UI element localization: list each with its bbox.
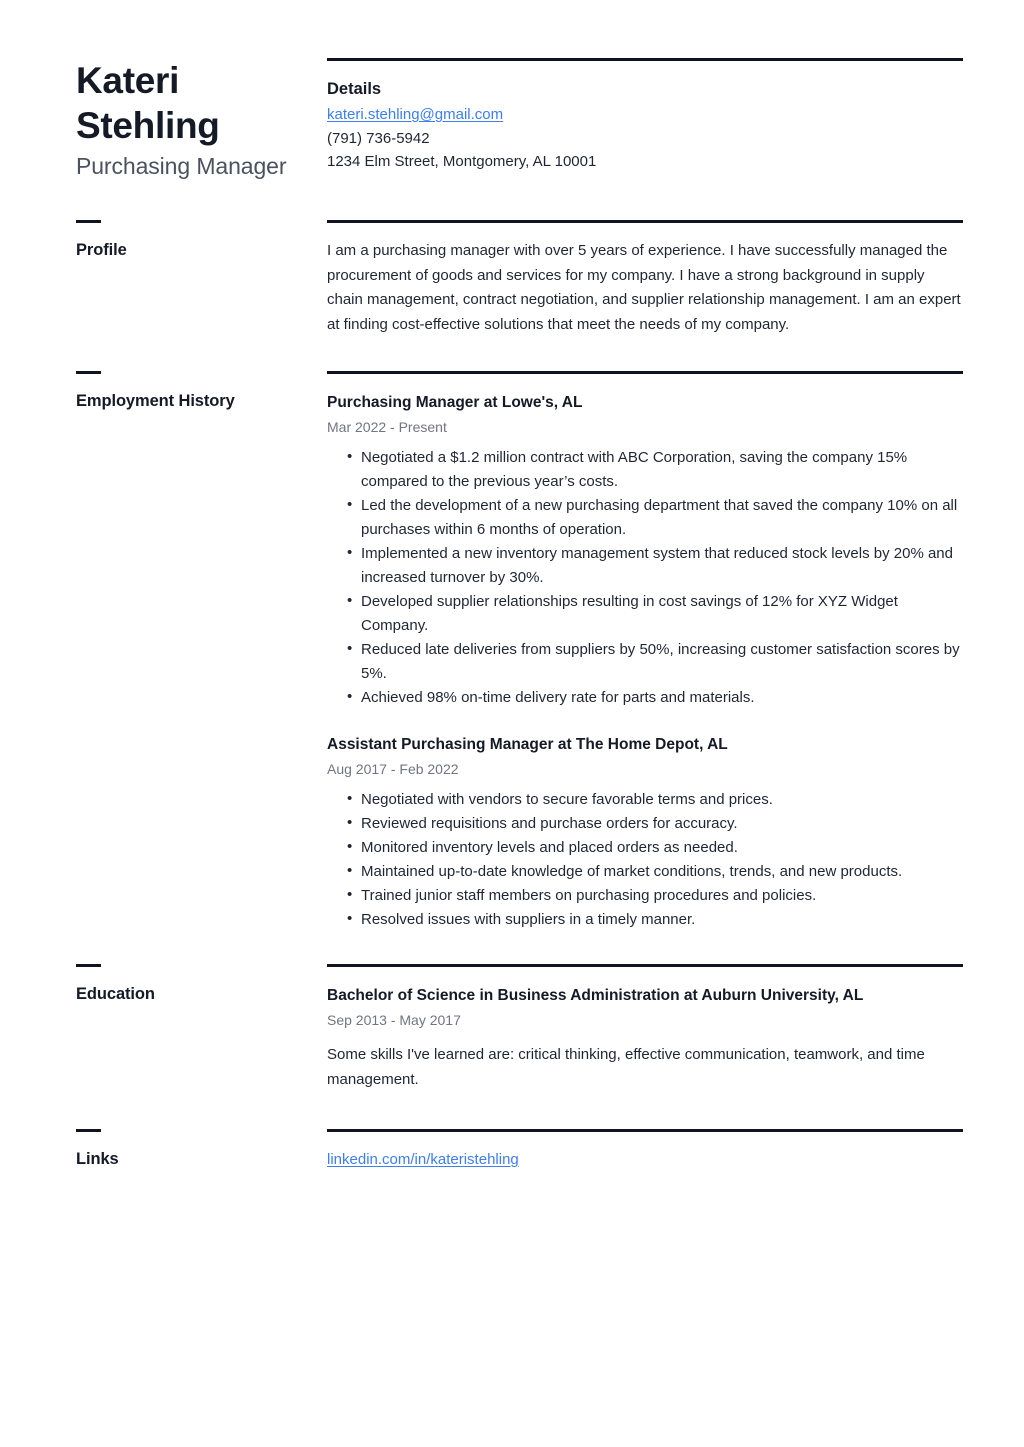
sidebar-label-links: Links [76,1150,119,1168]
list-item: • Reduced late deliveries from suppliers by 50%, increasing customer satisfaction scores by 5%. [327,638,963,686]
job-title: Purchasing Manager [76,153,287,179]
employment-entry [327,390,963,710]
details-section [327,58,1024,174]
page-title [76,58,315,148]
links-section [0,1129,1024,1172]
employment-content [327,371,1024,932]
employment-entry [327,732,963,932]
list-item: • Developed supplier relationships resulting in cost savings of 12% for XYZ Widget Company. [327,590,963,638]
entry-title: Purchasing Manager at Lowe's, AL [327,394,583,411]
section-divider [327,58,963,61]
employment-sidebar [0,371,327,412]
address-text: 1234 Elm Street, Montgomery, AL 10001 [327,153,597,170]
education-entry [327,983,963,1092]
list-item: • Trained junior staff members on purchasing procedures and policies. [327,884,963,908]
last-name: Stehling [76,105,220,146]
section-divider [327,964,963,967]
education-content [327,964,1024,1092]
profile-sidebar [0,220,327,261]
list-item: • Reviewed requisitions and purchase orders for accuracy. [327,812,963,836]
entry-title: Bachelor of Science in Business Administration at Auburn University, AL [327,987,864,1004]
entry-description: Some skills I've learned are: critical thinking, effective communication, teamwork, and time management. [327,1046,925,1088]
profile-section [0,220,1024,337]
entry-date: Sep 2013 - May 2017 [327,1012,461,1028]
entry-date: Mar 2022 - Present [327,419,447,435]
linkedin-link[interactable]: linkedin.com/in/kateristehling [327,1151,519,1168]
links-sidebar [0,1129,327,1170]
profile-text: I am a purchasing manager with over 5 years of experience. I have successfully managed the procurement of goods and services for my company. I have a strong background in supply chain management, contract negotiation, and supplier relationship management. I am an expert at finding cost-effective solutions that meet the needs of my company. [327,242,961,333]
profile-content [327,220,1024,337]
details-heading: Details [327,80,382,98]
list-item: • Led the development of a new purchasing department that saved the company 10% on all purchases within 6 months of operation. [327,494,963,542]
section-divider [327,1129,963,1132]
entry-bullet-list [327,788,963,932]
list-item: • Monitored inventory levels and placed orders as needed. [327,836,963,860]
list-item: • Resolved issues with suppliers in a timely manner. [327,908,963,932]
section-tick-icon [76,1129,101,1132]
email-link[interactable]: kateri.stehling@gmail.com [327,106,504,123]
education-section [0,964,1024,1092]
list-item: • Negotiated a $1.2 million contract with ABC Corporation, saving the company 15% compared to the previous year’s costs. [327,446,963,494]
entry-title: Assistant Purchasing Manager at The Home Depot, AL [327,736,728,753]
section-tick-icon [76,964,101,967]
section-tick-icon [76,220,101,223]
entry-date: Aug 2017 - Feb 2022 [327,761,459,777]
sidebar-label-profile: Profile [76,241,127,259]
list-item: • Maintained up-to-date knowledge of market conditions, trends, and new products. [327,860,963,884]
header-section [0,0,1024,181]
list-item: • Achieved 98% on-time delivery rate for parts and materials. [327,686,963,710]
phone-text: (791) 736-5942 [327,129,430,147]
header-identity [0,58,327,181]
section-tick-icon [76,371,101,374]
sidebar-label-education: Education [76,985,155,1003]
entry-bullet-list [327,446,963,710]
employment-section [0,371,1024,932]
education-sidebar [0,964,327,1005]
section-divider [327,220,963,223]
first-name: Kateri [76,60,180,101]
list-item: • Implemented a new inventory management system that reduced stock levels by 20% and increased turnover by 30%. [327,542,963,590]
list-item: • Negotiated with vendors to secure favorable terms and prices. [327,788,963,812]
sidebar-label-employment: Employment History [76,392,235,410]
links-content [327,1129,1024,1172]
section-divider [327,371,963,374]
